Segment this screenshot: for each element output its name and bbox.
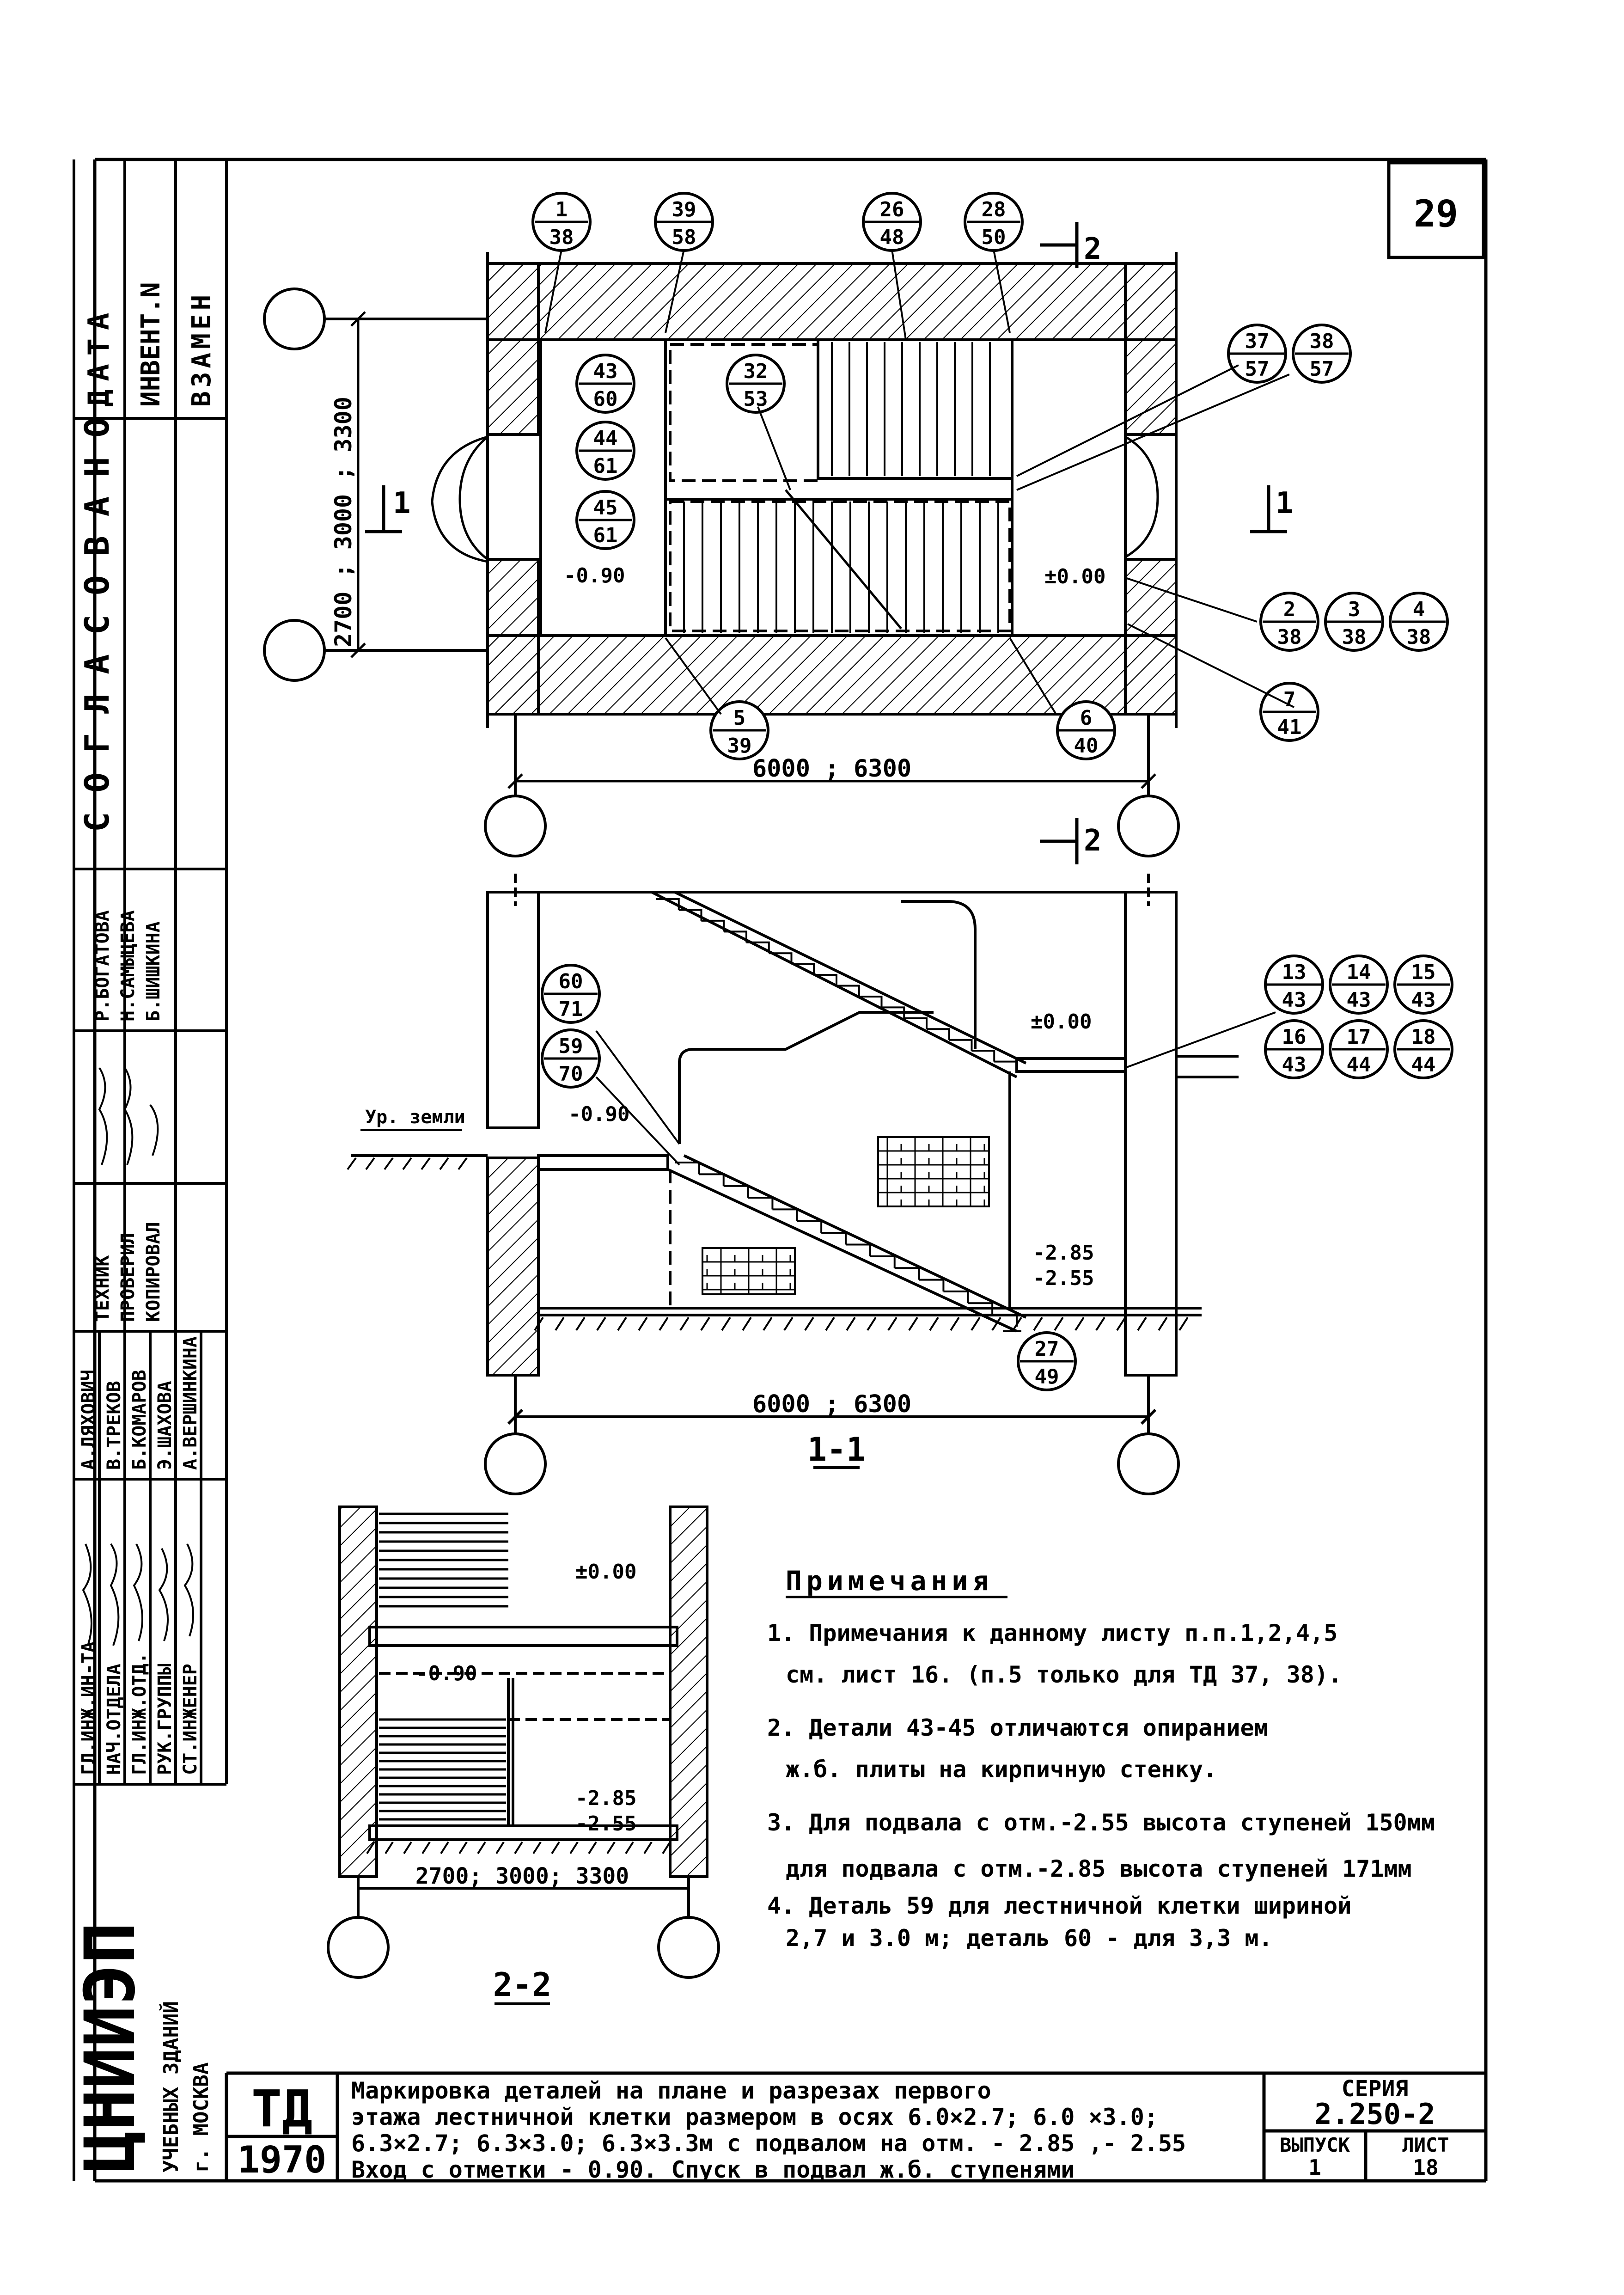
callout-bottom: 49 (1034, 1365, 1059, 1389)
ground-hatch-mark (680, 1317, 689, 1330)
role-5: СТ.ИНЖЕНЕР (180, 1664, 201, 1775)
ground-hatch-mark (951, 1317, 959, 1330)
note-line-6: для подвала с отм.-2.85 высота ступеней 171мм (786, 1855, 1412, 1882)
callout-43-60 (577, 355, 634, 412)
ground-hatch-mark (618, 1317, 626, 1330)
ground-hatch-mark (533, 1842, 541, 1854)
callout-1-38 (533, 193, 590, 251)
note-line-5: 3. Для подвала с отм.-2.55 высота ступеней 150мм (767, 1809, 1435, 1836)
ground-hatch-mark (422, 1842, 430, 1854)
issue-label: ВЫПУСК (1280, 2134, 1350, 2156)
section22-axis-bubbles (328, 1877, 719, 1977)
ground-hatch-mark (1138, 1317, 1146, 1330)
ground-hatch-mark (441, 1842, 448, 1854)
callout-bottom: 53 (743, 387, 768, 411)
callout-4-38 (1390, 593, 1447, 650)
callout-bottom: 70 (558, 1062, 583, 1086)
callout-bottom: 38 (1277, 625, 1302, 649)
ground-hatch-mark (722, 1317, 730, 1330)
callout-bottom: 40 (1074, 734, 1099, 758)
callout-top: 59 (558, 1034, 583, 1058)
section-tread (746, 942, 769, 953)
callout-bottom: 57 (1245, 357, 1270, 381)
callout-13-43 (1265, 956, 1323, 1013)
name-4: Э.ШАХОВА (154, 1381, 176, 1470)
org-sub2: г. МОСКВА (189, 2062, 213, 2173)
note-line-7: 4. Деталь 59 для лестничной клетки шириной (767, 1892, 1352, 1919)
ground-hatch-mark (607, 1842, 615, 1854)
cut-mark-2-top: 2 (1084, 232, 1102, 266)
callout-bottom: 50 (981, 226, 1006, 249)
ground-hatch-mark (403, 1158, 411, 1169)
callout-28-50 (965, 193, 1022, 251)
ground-hatch-mark (847, 1317, 855, 1330)
role2-2: ПРОВЕРИЛ (117, 1233, 139, 1322)
callout-bottom: 43 (1282, 1053, 1307, 1077)
year-label: 1970 (237, 2138, 327, 2181)
role-4: РУК.ГРУППЫ (154, 1664, 176, 1775)
callout-16-43 (1265, 1021, 1323, 1078)
series-value: 2.250-2 (1314, 2097, 1435, 2131)
section11-brickwork (702, 1137, 989, 1294)
ground-hatch-mark (1159, 1317, 1167, 1330)
ground-hatch-mark (701, 1317, 709, 1330)
plan-drawing (488, 252, 1176, 728)
ground-label: Ур. земли (365, 1107, 465, 1128)
callout-top: 18 (1411, 1025, 1436, 1049)
callout-bottom: 58 (672, 226, 696, 249)
callout-32-53 (727, 355, 784, 412)
callout-17-44 (1330, 1021, 1387, 1078)
callout-top: 4 (1412, 598, 1425, 621)
sec11-level-3: -2.55 (1033, 1267, 1094, 1290)
sheet-number: 29 (1413, 192, 1459, 235)
callout-top: 6 (1080, 706, 1093, 730)
ground-hatch-mark (1179, 1317, 1188, 1330)
callout-bottom: 44 (1346, 1053, 1371, 1077)
callout-bottom: 38 (1342, 625, 1367, 649)
sec11-level-2: -2.85 (1033, 1241, 1094, 1265)
title-line-3: 6.3×2.7; 6.3×3.0; 6.3×3.3м с подвалом на отм. - 2.85 ,- 2.55 (351, 2130, 1186, 2157)
title-text (351, 2077, 1186, 2183)
ground-hatch-mark (348, 1158, 356, 1169)
plan-stair-break (786, 490, 901, 629)
note-line-4: ж.б. плиты на кирпичную стенку. (786, 1756, 1217, 1783)
sec22-level-1: -0.90 (416, 1662, 477, 1685)
callout-top: 14 (1346, 961, 1371, 984)
callout-38-57 (1293, 325, 1350, 382)
callout-top: 13 (1282, 961, 1307, 984)
callout-top: 1 (555, 198, 568, 221)
role-3: ГЛ.ИНЖ.ОТД. (129, 1652, 150, 1775)
ground-hatch-mark (515, 1842, 522, 1854)
callout-top: 17 (1346, 1025, 1371, 1049)
ground-hatch-mark (459, 1842, 467, 1854)
ground-hatch-mark (867, 1317, 876, 1330)
role-2: НАЧ.ОТДЕЛА (104, 1664, 125, 1775)
ground-hatch-mark (909, 1317, 917, 1330)
callout-top: 16 (1282, 1025, 1307, 1049)
callout-bottom: 41 (1277, 716, 1302, 739)
sec11-level-1: -0.90 (568, 1102, 630, 1126)
callout-bottom: 38 (549, 226, 574, 249)
section-tread (919, 1280, 944, 1291)
callout-top: 28 (981, 198, 1006, 221)
sec22-level-0: ±0.00 (575, 1560, 637, 1584)
callout-7-41 (1261, 683, 1318, 741)
ground-hatch-mark (552, 1842, 559, 1854)
callout-bottom: 61 (593, 454, 618, 478)
issue-value: 1 (1308, 2155, 1321, 2180)
section22-label: 2-2 (493, 1966, 552, 2004)
callout-6-40 (1057, 702, 1115, 759)
callout-top: 26 (879, 198, 904, 221)
callout-top: 7 (1283, 688, 1296, 711)
ground-hatch-mark (639, 1317, 647, 1330)
ground-hatch-mark (1096, 1317, 1105, 1330)
stamp-replace-label: ВЗАМЕН (187, 291, 217, 407)
callout-39-58 (655, 193, 713, 251)
note-line-3: 2. Детали 43-45 отличаются опиранием (767, 1714, 1268, 1741)
callout-59-70 (542, 1030, 599, 1087)
callout-top: 39 (672, 198, 696, 221)
name-3: Б.КОМАРОВ (129, 1370, 150, 1470)
role-1: ГЛ.ИНЖ.ИН-ТА (78, 1641, 99, 1775)
ground-hatch-mark (888, 1317, 897, 1330)
section-2-2-drawing (340, 1507, 707, 1877)
note-line-8: 2,7 и 3.0 м; деталь 60 - для 3,3 м. (786, 1925, 1273, 1952)
plan-dim-vertical: 2700 ; 3000 ; 3300 (330, 397, 357, 647)
ground-hatch-mark (589, 1842, 596, 1854)
stamp-header: СОГЛАСОВАНО (78, 398, 116, 832)
name-2: В.ТРЕКОВ (104, 1381, 125, 1470)
sheet-value: 18 (1413, 2155, 1439, 2180)
cut-mark-2-bottom: 2 (1084, 824, 1102, 858)
callout-top: 43 (593, 360, 618, 383)
ground-hatch-mark (385, 1842, 393, 1854)
section22-dim: 2700; 3000; 3300 (415, 1863, 629, 1889)
sheet-number-box (1389, 163, 1484, 257)
callout-bottom: 48 (879, 226, 904, 249)
ground-hatch-mark (743, 1317, 751, 1330)
ground-hatch-mark (478, 1842, 485, 1854)
org-sub1: УЧЕБНЫХ ЗДАНИЙ (159, 2001, 183, 2173)
callout-2-38 (1261, 593, 1318, 650)
ground-hatch-mark (458, 1158, 467, 1169)
section-tread (904, 1018, 927, 1029)
callout-top: 32 (743, 360, 768, 383)
callout-top: 44 (593, 427, 618, 450)
ground-hatch-mark (644, 1842, 652, 1854)
ground-hatch-mark (385, 1158, 393, 1169)
callout-27-49 (1018, 1333, 1075, 1390)
cut-mark-1-right: 1 (1276, 486, 1294, 520)
callout-60-71 (542, 965, 599, 1022)
callout-3-38 (1325, 593, 1383, 650)
callout-top: 5 (733, 706, 746, 730)
callout-bottom: 71 (558, 998, 583, 1021)
plan-dim-horizontal: 6000 ; 6300 (752, 755, 912, 783)
callout-top: 15 (1411, 961, 1436, 984)
title-line-2: этажа лестничной клетки размером в осях 6.0×2.7; 6.0 ×3.0; (351, 2104, 1158, 2130)
sec11-level-0: ±0.00 (1031, 1010, 1092, 1034)
plan-level-left: -0.90 (564, 564, 625, 588)
name2-1: Р.БОГАТОВА (92, 910, 113, 1022)
org-name: ЦНИИЭП (70, 1922, 151, 2173)
sec22-level-3: -2.55 (575, 1812, 637, 1836)
callout-37-57 (1228, 325, 1286, 382)
ground-hatch-mark (440, 1158, 448, 1169)
ground-hatch-mark (1055, 1317, 1063, 1330)
callout-top: 60 (558, 970, 583, 993)
section11-label: 1-1 (807, 1431, 866, 1469)
callout-bottom: 57 (1309, 357, 1334, 381)
callout-5-39 (711, 702, 768, 759)
ground-hatch-mark (805, 1317, 813, 1330)
callout-bottom: 61 (593, 524, 618, 547)
stamp-roles (78, 910, 201, 1775)
plan-level-right: ±0.00 (1044, 565, 1106, 588)
stamp-inv-label: ИНВЕНТ.N (136, 282, 166, 407)
name2-2: Н.САМЫЦЕВА (117, 910, 139, 1022)
cut-mark-1-left: 1 (393, 486, 411, 520)
name2-3: Б.ШИШКИНА (143, 921, 164, 1022)
sheet-label: ЛИСТ (1402, 2134, 1449, 2156)
callout-bottom: 44 (1411, 1053, 1436, 1077)
title-line-4: Вход с отметки - 0.90. Спуск в подвал ж.б. ступенями (351, 2156, 1075, 2183)
callout-top: 3 (1348, 598, 1361, 621)
ground-hatch-mark (930, 1317, 938, 1330)
ground-hatch-mark (971, 1317, 980, 1330)
name-1: А.ЛЯХОВИЧ (78, 1370, 99, 1470)
stamp-date-label: ДАТА (82, 304, 116, 407)
callout-top: 38 (1309, 330, 1334, 353)
ground-hatch-mark (366, 1158, 374, 1169)
callout-bottom: 43 (1282, 988, 1307, 1012)
ground-hatch-mark (404, 1842, 411, 1854)
callout-14-43 (1330, 956, 1387, 1013)
ground-hatch-mark (784, 1317, 793, 1330)
ground-hatch-mark (659, 1317, 668, 1330)
callout-26-48 (863, 193, 921, 251)
callout-bottom: 39 (727, 734, 752, 758)
note-line-1: 1. Примечания к данному листу п.п.1,2,4,5 (767, 1620, 1338, 1646)
ground-hatch-mark (570, 1842, 578, 1854)
ground-hatch-mark (1075, 1317, 1084, 1330)
callout-18-44 (1395, 1021, 1452, 1078)
ground-hatch-mark (421, 1158, 430, 1169)
callout-top: 27 (1034, 1337, 1059, 1361)
section11-dim: 6000 ; 6300 (752, 1390, 912, 1418)
sec22-level-2: -2.85 (575, 1787, 637, 1810)
ground-hatch-mark (597, 1317, 605, 1330)
ground-hatch-mark (1034, 1317, 1042, 1330)
title-line-1: Маркировка деталей на плане и разрезах первого (351, 2077, 991, 2104)
ground-hatch-mark (763, 1317, 772, 1330)
ground-hatch-mark (826, 1317, 834, 1330)
callout-top: 2 (1283, 598, 1296, 621)
ground-hatch-mark (576, 1317, 585, 1330)
callout-45-61 (577, 491, 634, 549)
ground-hatch-mark (496, 1842, 504, 1854)
name-5: А.ВЕРШИНКИНА (180, 1336, 201, 1470)
callout-bottom: 38 (1406, 625, 1431, 649)
callout-top: 45 (593, 496, 618, 520)
section-tread (895, 1268, 919, 1279)
td-label: ТД (251, 2079, 313, 2138)
notes-title: Примечания (786, 1565, 994, 1597)
callout-top: 37 (1245, 330, 1270, 353)
role2-1: ТЕХНИК (92, 1255, 113, 1322)
callout-bottom: 60 (593, 387, 618, 411)
ground-hatch-mark (626, 1842, 633, 1854)
callout-bottom: 43 (1411, 988, 1436, 1012)
series-label: СЕРИЯ (1341, 2076, 1409, 2102)
note-line-2: см. лист 16. (п.5 только для ТД 37, 38). (786, 1661, 1343, 1688)
callout-bottom: 43 (1346, 988, 1371, 1012)
role2-3: КОПИРОВАЛ (143, 1222, 164, 1322)
callout-44-61 (577, 422, 634, 479)
callout-15-43 (1395, 956, 1452, 1013)
notes-lines (767, 1620, 1435, 1952)
ground-hatch-mark (556, 1317, 564, 1330)
